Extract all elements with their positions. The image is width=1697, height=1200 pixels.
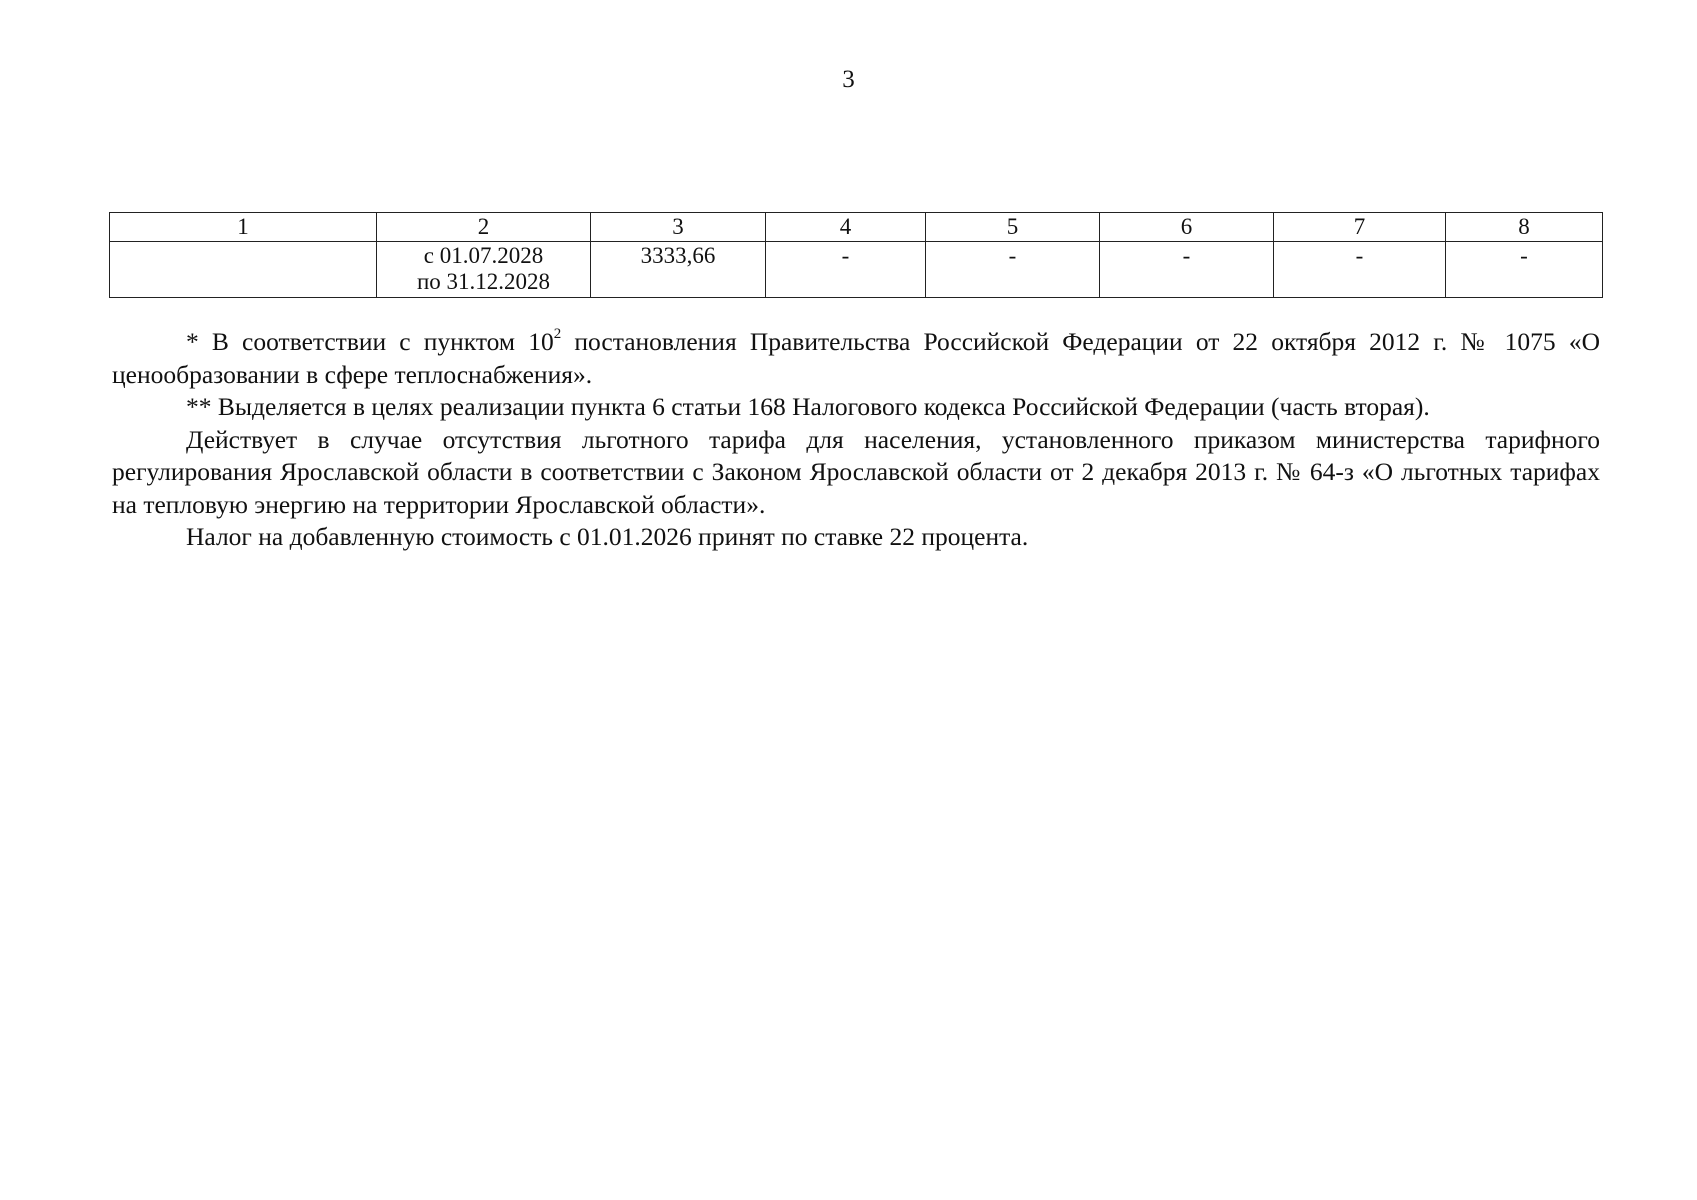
tariff-table <box>109 212 1603 298</box>
column-number: 4 <box>766 213 926 242</box>
table-cell: - <box>926 242 1100 298</box>
column-number: 2 <box>377 213 591 242</box>
footnote-1-superscript: 2 <box>553 326 562 342</box>
footnote-2: ** Выделяется в целях реализации пункта 6 статьи 168 Налогового кодекса Российской Федерации (часть вторая). <box>186 392 1430 421</box>
column-number: 1 <box>110 213 377 242</box>
footnote-3: Действует в случае отсутствия льготного тарифа для населения, установленного приказом министерства тарифного регулирования Ярославской области в соответствии с Законом Ярославской области от 2 декабря 2013 г. № 64-з «О льготных тарифах на тепловую энергию на территории Ярославской области». <box>112 424 1600 519</box>
table-cell: - <box>766 242 926 298</box>
table-cell: - <box>1446 242 1603 298</box>
page-number: 3 <box>842 66 855 93</box>
footnote-4: Налог на добавленную стоимость с 01.01.2026 принят по ставке 22 процента. <box>186 522 1029 551</box>
column-number: 3 <box>591 213 766 242</box>
table-cell: - <box>1274 242 1446 298</box>
period-to: по 31.12.2028 <box>416 269 551 294</box>
footnote-1 <box>112 326 1600 391</box>
column-number: 6 <box>1100 213 1274 242</box>
period-from: с 01.07.2028 <box>423 243 544 268</box>
footnote-1-start: * В соответствии с пунктом 10 <box>186 327 554 356</box>
footnote-1-end: постановления Правительства Российской Федерации от 22 октября 2012 г. № 1075 «О ценообразовании в сфере теплоснабжения». <box>112 327 1600 389</box>
column-number: 8 <box>1446 213 1603 242</box>
period-cell <box>377 242 591 298</box>
table-row <box>110 242 1603 298</box>
table-cell: - <box>1100 242 1274 298</box>
tariff-value-cell: 3333,66 <box>591 242 766 298</box>
table-cell <box>110 242 377 298</box>
column-number: 7 <box>1274 213 1446 242</box>
column-number-row <box>110 213 1603 242</box>
column-number: 5 <box>926 213 1100 242</box>
footnotes <box>112 326 1600 554</box>
